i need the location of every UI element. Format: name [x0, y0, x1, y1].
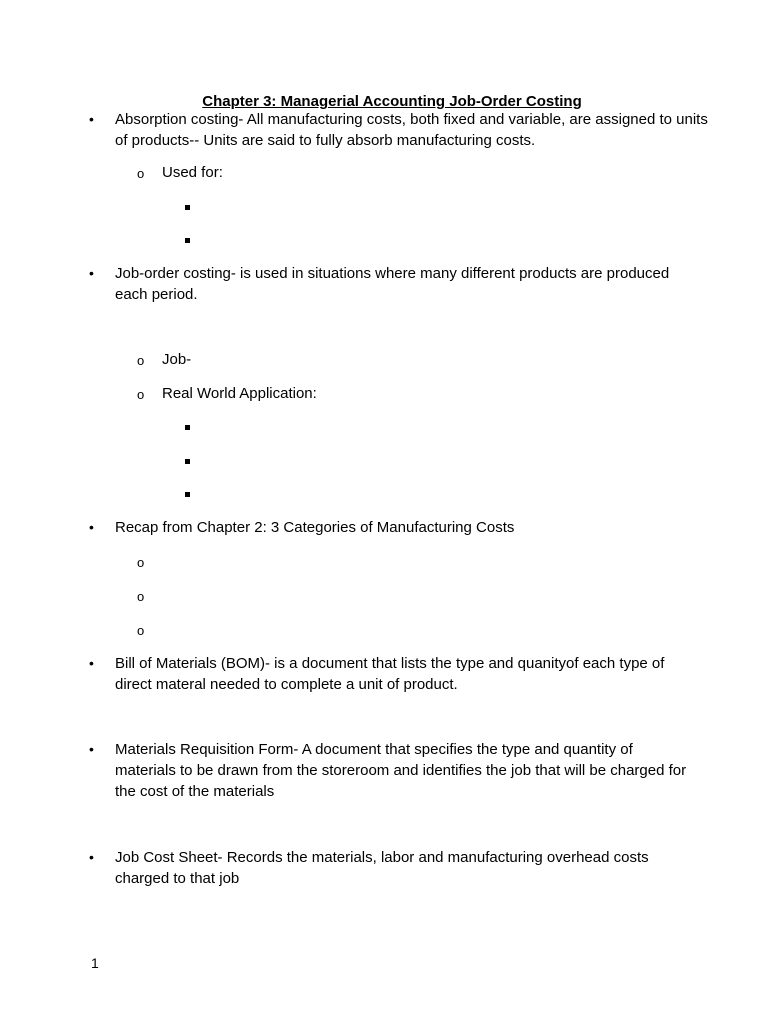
bullet-marker: •: [89, 519, 94, 535]
sub-bullet-marker: o: [137, 387, 145, 402]
empty-square-bullet: [185, 492, 190, 497]
sub-bullet-marker: o: [137, 353, 145, 368]
bullet-job-cost-sheet: Job Cost Sheet- Records the materials, labor and manufacturing overhead costs charged to that job: [115, 849, 649, 887]
empty-square-bullet: [185, 238, 190, 243]
bullet-recap: Recap from Chapter 2: 3 Categories of Manufacturing Costs: [115, 519, 515, 536]
empty-sub-bullet: o: [137, 623, 145, 638]
empty-square-bullet: [185, 205, 190, 210]
page-number: 1: [91, 955, 99, 971]
page-title: Chapter 3: Managerial Accounting Job-Order Costing: [202, 93, 582, 110]
bullet-marker: •: [89, 741, 94, 757]
sub-bullet-job: Job-: [162, 351, 192, 368]
sub-bullet-real-world-application: Real World Application:: [162, 385, 317, 402]
empty-square-bullet: [185, 459, 190, 464]
empty-sub-bullet: o: [137, 555, 145, 570]
sub-bullet-marker: o: [137, 166, 145, 181]
sub-bullet-used-for: Used for:: [162, 164, 223, 181]
bullet-marker: •: [89, 265, 94, 281]
bullet-bill-of-materials: Bill of Materials (BOM)- is a document that lists the type and quanityof each type of direct materal needed to complete a unit of product.: [115, 655, 665, 693]
empty-sub-bullet: o: [137, 589, 145, 604]
bullet-marker: •: [89, 655, 94, 671]
empty-square-bullet: [185, 425, 190, 430]
bullet-materials-requisition-form: Materials Requisition Form- A document that specifies the type and quantity of materials to be drawn from the storeroom and identifies the job that will be charged for the cost of the materials: [115, 741, 687, 800]
bullet-job-order-costing: Job-order costing- is used in situations where many different products are produced each period.: [115, 265, 670, 303]
bullet-marker: •: [89, 849, 94, 865]
bullet-marker: •: [89, 111, 94, 127]
bullet-absorption-costing: Absorption costing- All manufacturing costs, both fixed and variable, are assigned to units of products-- Units are said to fully absorb manufacturing costs.: [115, 111, 708, 149]
